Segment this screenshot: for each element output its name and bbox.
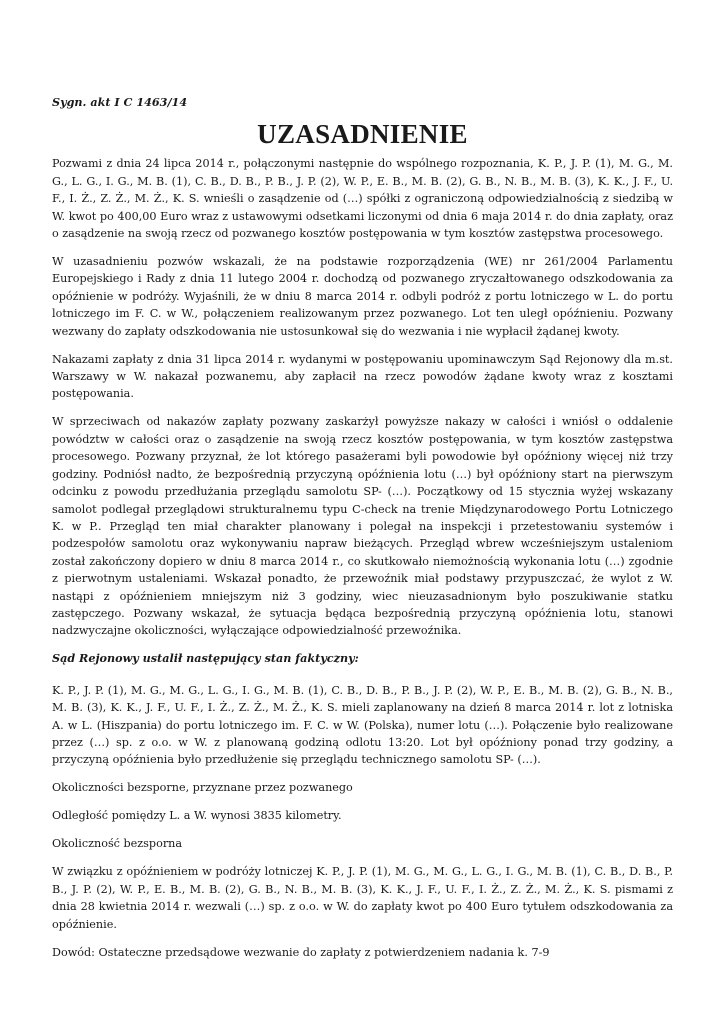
paragraph-payment-orders: Nakazami zapłaty z dnia 31 lipca 2014 r. wydanymi w postępowaniu upominawczym Sąd Rejonowy dla m.st. Warszawy w W. nakazał pozwanemu, aby zapłacił na rzecz powodów żądane kwoty wraz z kosztami postępowania. bbox=[52, 352, 673, 401]
paragraph-distance: Odległość pomiędzy L. a W. wynosi 3835 kilometry. bbox=[52, 809, 342, 823]
paragraph-evidence: Dowód: Ostateczne przedsądowe wezwanie do zapłaty z potwierdzeniem nadania k. 7-9 bbox=[52, 945, 550, 959]
case-signature: Sygn. akt I C 1463/14 bbox=[52, 95, 188, 109]
paragraph-undisputed: Okoliczność bezsporna bbox=[52, 837, 183, 851]
paragraph-objection: W sprzeciwach od nakazów zapłaty pozwany zaskarżył powyższe nakazy w całości i wniósł o oddalenie powództw w całości oraz o zasądzenie na swoją rzecz kosztów postępowania, w tym kosztów zastępstwa procesowego. Pozwany przyznał, że lot którego pasażerami byli powodowie był opóźniony więcej niż trzy godziny. Podniósł nadto, że bezpośrednią przyczyną opóźnienia lotu (…) był opóźniony start na pierwszym odcinku z powodu przedłużania przeglądu samolotu SP- (…). Początkowy od 15 stycznia wyżej wskazany samolot podlegał przeglądowi strukturalnemu typu C-check na trenie Międzynarodowego Portu Lotniczego K. w P.. Przegląd ten miał charakter planowany i polegał na inspekcji i przetestowaniu systemów i podzespołów samolotu oraz wykonywaniu napraw bieżących. Przegląd wbrew wcześniejszym ustaleniom został zakończony dopiero w dniu 8 marca 2014 r., co skutkowało niemożnością wykonania lotu (…) zgodnie z pierwotnym ustaleniami. Wskazał ponadto, że przewoźnik miał podstawy przypuszczać, że wylot z W. nastąpi z opóźnieniem mniejszym niż 3 godziny, wiec nieuzasadnionym było poszukiwanie statku zastępczego. Pozwany wskazał, że sytuacja będąca bezpośrednią przyczyną opóźnienia lotu, stanowi nadzwyczajne okoliczności, wyłączające odpowiedzialność przewoźnika. bbox=[52, 415, 673, 638]
paragraph-claims: Pozwami z dnia 24 lipca 2014 r., połączonymi następnie do wspólnego rozpoznania, K. P., J. P. (1), M. G., M. G., L. G., I. G., M. B. (1), C. B., D. B., P. B., J. P. (2), W. P., E. B., M. B. (2), G. B., N. B., M. B. (3), K. K., J. F., U. F., I. Ż., Z. Ż., M. Ż., K. S. wnieśli o zasądzenie od (…) spółki z ograniczoną odpowiedzialnością z siedzibą w W. kwot po 400,00 Euro wraz z ustawowymi odsetkami liczonymi od dnia 6 maja 2014 r. do dnia zapłaty, oraz o zasądzenie na swoją rzecz od pozwanego kosztów postępowania w tym kosztów zastępstwa procesowego. bbox=[52, 157, 673, 241]
paragraph-justification: W uzasadnieniu pozwów wskazali, że na podstawie rozporządzenia (WE) nr 261/2004 Parlamentu Europejskiego i Rady z dnia 11 lutego 2004 r. dochodzą od pozwanego zryczałtowanego odszkodowania za opóźnienie w podróży. Wyjaśnili, że w dniu 8 marca 2014 r. odbyli podróż z portu lotniczego w L. do portu lotniczego im F. C. w W., połączeniem realizowanym przez pozwanego. Lot ten uległ opóźnieniu. Pozwany wezwany do zapłaty odszkodowania nie ustosunkował się do wezwania i nie wypłacił żądanej kwoty. bbox=[52, 255, 673, 338]
section-heading-facts: Sąd Rejonowy ustalił następujący stan faktyczny: bbox=[52, 651, 359, 666]
paragraph-flight-facts: K. P., J. P. (1), M. G., M. G., L. G., I. G., M. B. (1), C. B., D. B., P. B., J. P. (2), W. P., E. B., M. B. (2), G. B., N. B., M. B. (3), K. K., J. F., U. F., I. Ż., Z. Ż., M. Ż., K. S. mieli zaplanowany na dzień 8 marca 2014 r. lot z lotniska A. w L. (Hiszpania) do portu lotniczego im. F. C. w W. (Polska), numer lotu (…). Połączenie było realizowane przez (…) sp. z o.o. w W. z planowaną godziną odlotu 13:20. Lot był opóźniony ponad trzy godziny, a przyczyną opóźnienia było przedłużenie się przeglądu technicznego samolotu SP- (…). bbox=[52, 683, 673, 767]
document-title: UZASADNIENIE bbox=[257, 119, 468, 150]
paragraph-undisputed-admitted: Okoliczności bezsporne, przyznane przez pozwanego bbox=[52, 781, 353, 795]
paragraph-demand-letters: W związku z opóźnieniem w podróży lotniczej K. P., J. P. (1), M. G., M. G., L. G., I. G., M. B. (1), C. B., D. B., P. B., J. P. (2), W. P., E. B., M. B. (2), G. B., N. B., M. B. (3), K. K., J. F., U. F., I. Ż., Z. Ż., M. Ż., K. S. pismami z dnia 28 kwietnia 2014 r. wezwali (…) sp. z o.o. w W. do zapłaty kwot po 400 Euro tytułem odszkodowania za opóźnienie. bbox=[52, 865, 673, 931]
